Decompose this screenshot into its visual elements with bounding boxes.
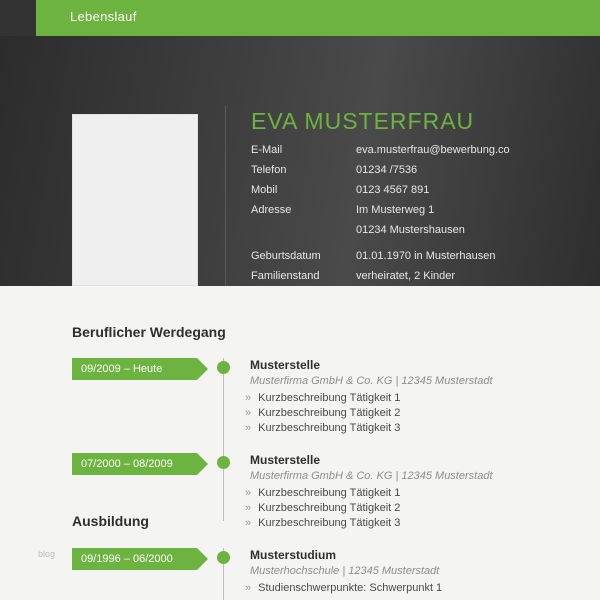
list-item [245,502,400,514]
entry-date-badge: 09/1996 – 06/2000 [72,548,197,570]
document-title: Lebenslauf [70,9,137,24]
timeline-dot-icon [217,551,230,564]
contact-label: E-Mail [251,144,283,156]
resume-body [0,286,600,600]
bullet-text: Kurzbeschreibung Tätigkeit 2 [258,502,401,514]
contact-row [251,164,581,176]
timeline-dot-icon [217,456,230,469]
chevron-icon: » [245,392,252,404]
contact-label: Mobil [251,184,278,196]
top-bar-dark-block [0,0,36,36]
entry-title: Musterstelle [250,358,321,372]
bullet-text: Kurzbeschreibung Tätigkeit 2 [258,407,401,419]
chevron-icon: » [245,517,252,529]
entry-date-badge: 09/2009 – Heute [72,358,197,380]
entry-title: Musterstelle [250,453,321,467]
chevron-icon: » [245,487,252,499]
header-divider [225,106,226,286]
entry-bullets [245,582,442,597]
list-item [245,517,400,529]
resume-header [0,36,600,286]
bullet-text: Studienschwerpunkte: Schwerpunkt 1 [258,582,443,594]
bullet-text: Kurzbeschreibung Tätigkeit 1 [258,487,401,499]
entry-bullets [245,392,400,437]
contact-label: Telefon [251,164,287,176]
bullet-text: Kurzbeschreibung Tätigkeit 3 [258,517,401,529]
contact-value: Im Musterweg 1 [356,204,435,216]
bullet-text: Kurzbeschreibung Tätigkeit 3 [258,422,401,434]
contact-value: eva.musterfrau@bewerbung.co [356,144,510,156]
chevron-icon: » [245,422,252,434]
contact-value: 01234 /7536 [356,164,418,176]
bullet-text: Kurzbeschreibung Tätigkeit 1 [258,392,401,404]
entry-bullets [245,487,400,532]
candidate-name: EVA MUSTERFRAU [251,108,475,134]
entry-subtitle: Musterfirma GmbH & Co. KG | 12345 Musterstadt [250,375,493,387]
profile-photo-placeholder [72,114,198,286]
contact-value: 01234 Mustershausen [356,224,465,236]
list-item [245,422,400,434]
chevron-icon: » [245,407,252,419]
contact-value: 01.01.1970 in Musterhausen [356,250,496,262]
contact-row [251,204,581,216]
contact-details [251,144,581,286]
contact-value: 0123 4567 891 [356,184,430,196]
list-item [245,407,400,419]
contact-row [251,184,581,196]
contact-row [251,224,581,236]
list-item [245,392,400,404]
top-bar [0,0,600,36]
entry-date-badge: 07/2000 – 08/2009 [72,453,197,475]
chevron-icon: » [245,582,252,594]
list-item [245,487,400,499]
section-title-education: Ausbildung [72,513,149,529]
entry-subtitle: Musterhochschule | 12345 Musterstadt [250,565,440,577]
chevron-icon: » [245,502,252,514]
entry-title: Musterstudium [250,548,337,562]
contact-label: Adresse [251,204,292,216]
contact-row [251,144,581,156]
contact-value: verheiratet, 2 Kinder [356,270,456,282]
contact-row [251,270,581,282]
watermark: blog [38,549,56,559]
contact-label: Geburtsdatum [251,250,321,262]
contact-row [251,250,581,262]
list-item [245,582,442,594]
entry-subtitle: Musterfirma GmbH & Co. KG | 12345 Musterstadt [250,470,493,482]
section-title-career: Beruflicher Werdegang [72,324,226,340]
timeline-line-career [223,358,224,521]
contact-label: Familienstand [251,270,320,282]
timeline-dot-icon [217,361,230,374]
